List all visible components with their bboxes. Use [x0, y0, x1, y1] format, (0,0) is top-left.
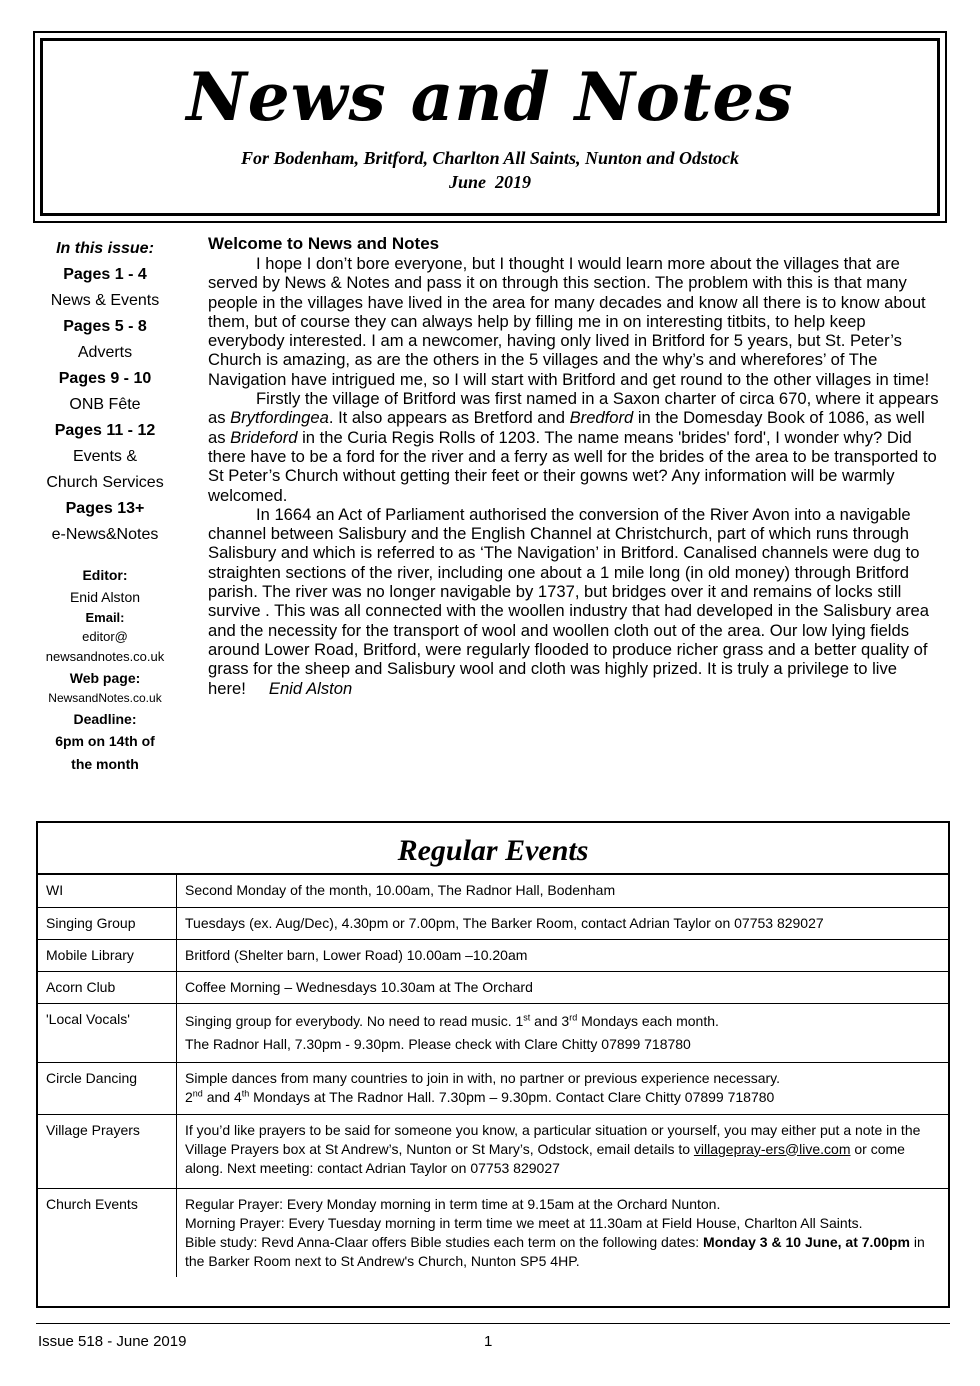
event-name: Church Events — [38, 1188, 177, 1277]
footer-page-number: 1 — [484, 1333, 493, 1350]
event-detail: Singing group for everybody. No need to read music. 1st and 3rd Mondays each month. The Radnor Hall, 7.30pm - 9.30pm. Please check with Clare Chitty 07899 718780 — [177, 1003, 949, 1062]
contents-pages-1: Pages 1 - 4 — [63, 266, 147, 283]
contents-section-1: News & Events — [50, 292, 160, 309]
sidebar — [30, 236, 180, 776]
event-name: WI — [38, 875, 177, 907]
contents-pages-2: Pages 5 - 8 — [63, 318, 147, 335]
event-detail: Coffee Morning – Wednesdays 10.30am at The Orchard — [177, 971, 949, 1003]
place-name-bredford: Bredford — [569, 408, 634, 428]
editor-name: Enid Alston — [69, 589, 141, 605]
event-name: Acorn Club — [38, 971, 177, 1003]
contents-section-4b: Church Services — [46, 474, 164, 491]
table-row — [38, 939, 948, 971]
village-prayers-email-link[interactable]: villagepray-ers@live.com — [693, 1140, 851, 1157]
contents-pages-3: Pages 9 - 10 — [58, 370, 152, 387]
newsletter-subtitle — [35, 146, 945, 194]
event-name: 'Local Vocals' — [38, 1003, 177, 1062]
email-line-1[interactable]: editor@ — [82, 629, 128, 644]
issue-date: June 2019 — [448, 172, 531, 192]
contents-section-3: ONB Fête — [69, 396, 141, 413]
table-row — [38, 1114, 948, 1188]
deadline-line-1: 6pm on 14th of — [55, 733, 155, 749]
event-detail: Simple dances from many countries to join in with, no partner or previous experience necessary. 2nd and 4th Mondays at The Radnor Hall. 7.30pm – 9.30pm. Contact Clare Chitty 07899 718780 — [177, 1062, 949, 1114]
contents-pages-5: Pages 13+ — [65, 500, 145, 517]
deadline-line-2: the month — [71, 756, 139, 772]
contents-section-4: Events & — [72, 448, 138, 465]
event-detail: Regular Prayer: Every Monday morning in term time at 9.15am at the Orchard Nunton. Morning Prayer: Every Tuesday morning in term time we meet at 11.30am at Field House, Charlton All Saints. Bible study: Revd Anna-Claar offers Bible studies each term on the following dates: Monday 3 & 10 June, at 7.00pm in the Barker Room next to St Andrew's Church, Nunton SP5 4HP. — [177, 1188, 949, 1277]
article-paragraph-1: I hope I don’t bore everyone, but I thought I would learn more about the villages that are served by News & Notes and pass it on through this section. The problem with this is that many people in the villages have lived in the area for many decades and know all there is to know about them, but of course they can always help by filling me in on interesting titbits, to help keep everybody interested. I am a newcomer, having only lived in Britford for 5 years, but St. Peter’s Church is amazing, as are the others in the 5 villages and the why’s and wherefores’ of The Navigation have intrigued me, so I will start with Britford and get round to the other villages in time! — [208, 254, 930, 389]
contents-section-2: Adverts — [77, 344, 133, 361]
welcome-article — [208, 234, 944, 698]
contents-pages-4: Pages 11 - 12 — [54, 422, 156, 439]
regular-events-box — [36, 821, 950, 1308]
event-detail: If you’d like prayers to be said for someone you know, a particular situation or yourself, you may either put a note in the Village Prayers box at St Andrew’s, Nunton or St Mary’s, Odstock, email details to villagepray-ers@live.com or come along. Next meeting: contact Adrian Taylor on 07753 829027 — [177, 1114, 949, 1188]
place-name-brytfordingea: Brytfordingea — [230, 408, 329, 428]
article-signature: Enid Alston — [268, 678, 353, 698]
event-name: Mobile Library — [38, 939, 177, 971]
article-paragraph-2: Firstly the village of Britford was first named in a Saxon charter of circa 670, where it appears as Brytfordingea. It also appears as Bretford and Bredford in the Domesday Book of 1086, as well as Brideford in the Curia Regis Rolls of 1203. The name means 'brides' ford', I wonder why? Did there have to be a ford for the river and a ferry as well for the brides of the area to be transported to St Peter’s Church without getting their feet or their gowns wet? Any information will be warmly welcomed. — [208, 389, 939, 505]
in-this-issue-heading: In this issue: — [56, 240, 154, 257]
table-row — [38, 1003, 948, 1062]
event-name: Circle Dancing — [38, 1062, 177, 1114]
place-name-brideford: Brideford — [230, 427, 298, 447]
article-paragraph-3: In 1664 an Act of Parliament authorised the conversion of the River Avon into a navigable channel between Salisbury and the English Channel at Christchurch, part of which runs through Salisbury and which is referred to as ‘The Navigation’ in Britford. Canalised channels were dug to straighten sections of the river, including one about a 1 mile long (in old money) through Britford parish. The river was no longer navigable by 1737, but bridges over it and remains of locks still survive . This was all connected with the woollen industry that had developed in the Salisbury area and the necessity for the transport of wool and woollen cloth out of the area. Our low lying fields around Lower Road, Britford, were regularly flooded to produce richer grass and a better quality of grass for the sheep and Salisbury wool and cloth was highly prized. It is truly a privilege to live here! Enid Alston — [208, 504, 930, 698]
table-row — [38, 971, 948, 1003]
regular-events-table — [38, 875, 948, 1277]
table-row — [38, 1062, 948, 1114]
web-page-link[interactable]: NewsandNotes.co.uk — [48, 691, 162, 705]
table-row — [38, 907, 948, 939]
newsletter-title: News and Notes — [186, 58, 794, 136]
footer-issue-label: Issue 518 - June 2019 — [38, 1333, 187, 1350]
event-name: Village Prayers — [38, 1114, 177, 1188]
email-line-2[interactable]: newsandnotes.co.uk — [45, 649, 165, 664]
footer-divider — [36, 1323, 950, 1324]
email-label: Email: — [85, 610, 125, 625]
event-detail: Tuesdays (ex. Aug/Dec), 4.30pm or 7.00pm, The Barker Room, contact Adrian Taylor on 07753 829027 — [177, 907, 949, 939]
event-detail: Second Monday of the month, 10.00am, The Radnor Hall, Bodenham — [177, 875, 949, 907]
table-row — [38, 875, 948, 907]
masthead — [33, 31, 947, 223]
villages-line: For Bodenham, Britford, Charlton All Saints, Nunton and Odstock — [241, 148, 739, 168]
event-detail: Britford (Shelter barn, Lower Road) 10.00am –10.20am — [177, 939, 949, 971]
article-title: Welcome to News and Notes — [208, 234, 440, 253]
web-page-label: Web page: — [69, 670, 141, 686]
contents-section-5: e-News&Notes — [51, 526, 159, 543]
table-row — [38, 1188, 948, 1277]
deadline-label: Deadline: — [73, 711, 137, 727]
editor-label: Editor: — [82, 567, 128, 583]
event-name: Singing Group — [38, 907, 177, 939]
regular-events-title: Regular Events — [38, 823, 948, 875]
